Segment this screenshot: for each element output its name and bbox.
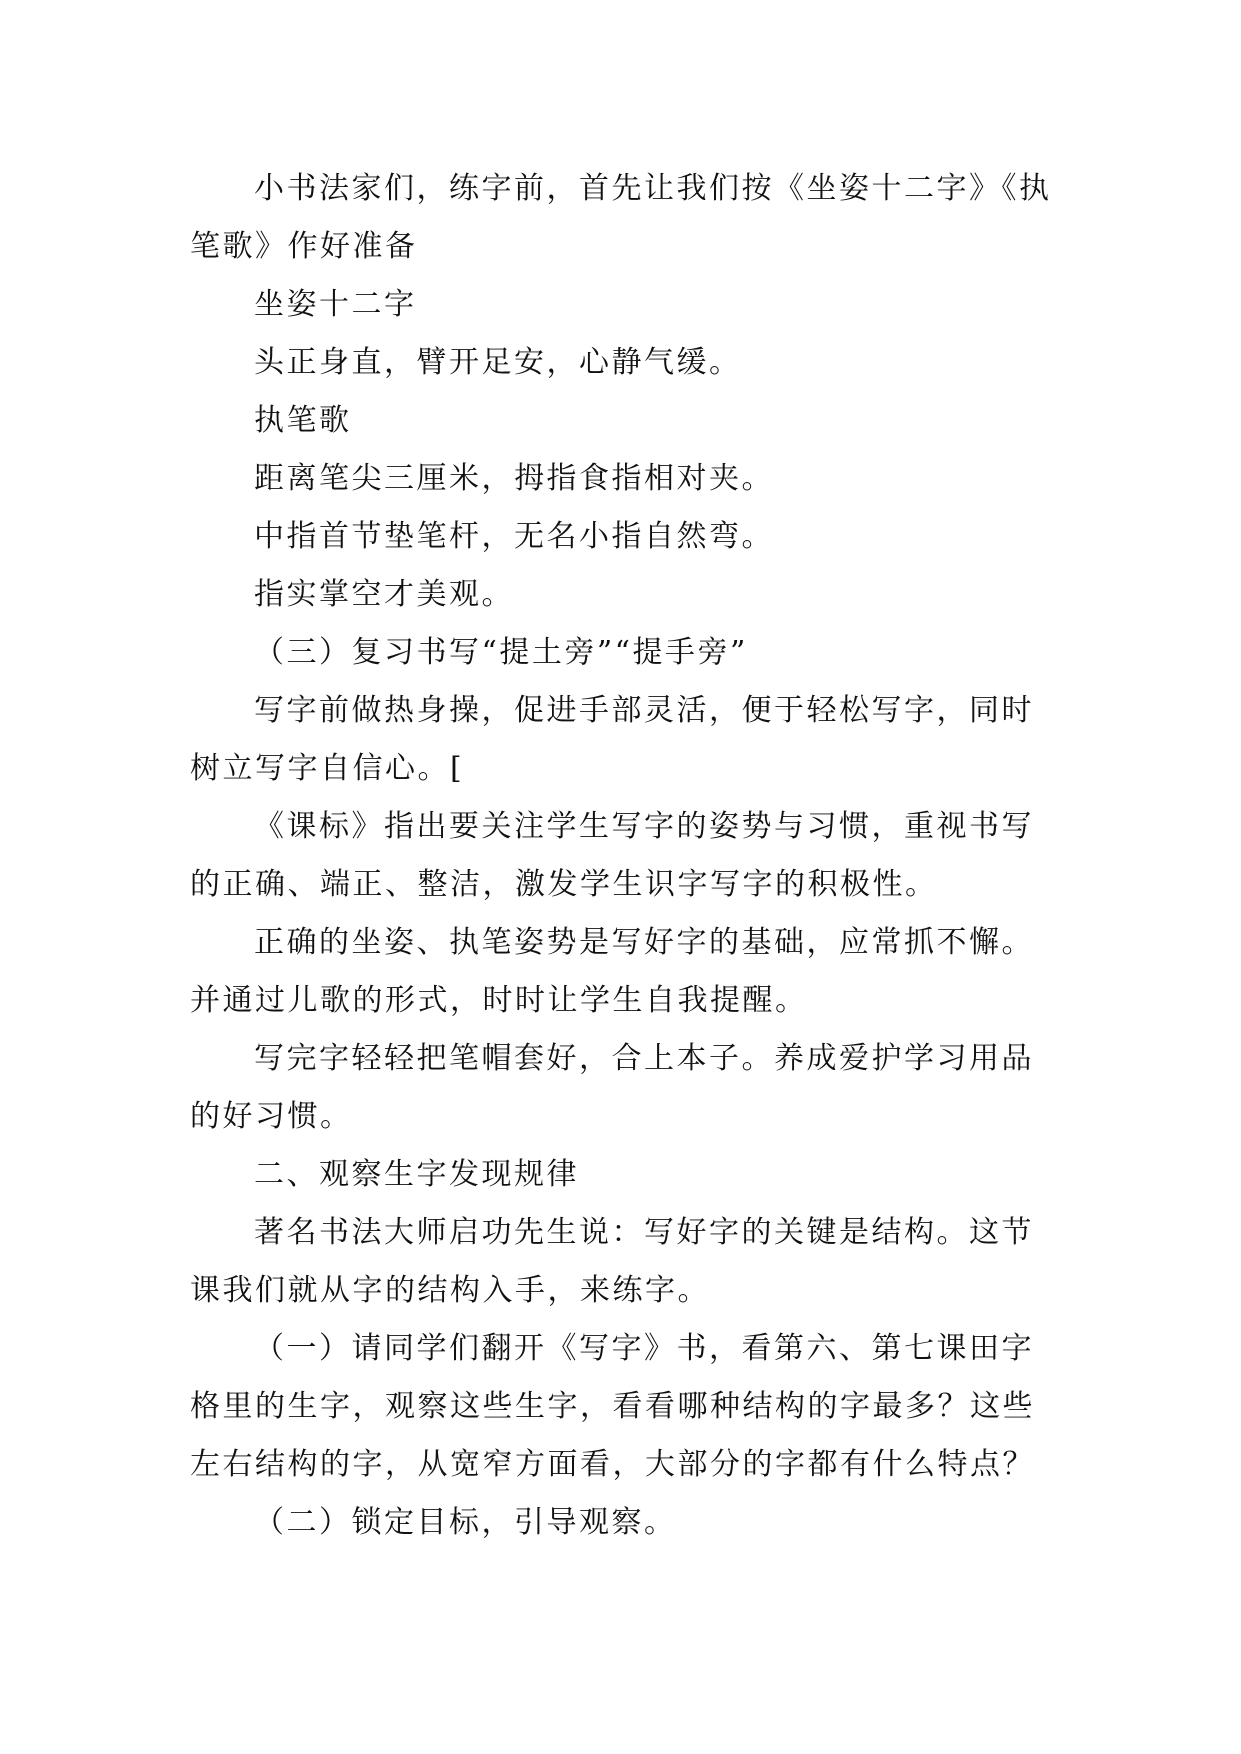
text-line: 小书法家们，练字前，首先让我们按《坐姿十二字》《执: [254, 171, 1052, 206]
text-line: 《课标》指出要关注学生写字的姿势与习惯，重视书写: [254, 809, 1034, 844]
text-line: 左右结构的字，从宽窄方面看，大部分的字都有什么特点？: [190, 1447, 1035, 1482]
text-line: 正确的坐姿、执笔姿势是写好字的基础，应常抓不懈。: [254, 925, 1034, 960]
text-line: 的正确、端正、整洁，激发学生识字写字的积极性。: [190, 867, 938, 902]
text-line: 树立写字自信心。[: [190, 751, 465, 786]
text-line: 写字前做热身操，促进手部灵活，便于轻松写字，同时: [254, 693, 1034, 728]
text-line: 著名书法大师启功先生说：写好字的关键是结构。这节: [254, 1215, 1034, 1250]
section-heading: 执笔歌: [254, 403, 352, 438]
section-heading: 二、观察生字发现规律: [254, 1157, 579, 1192]
text-line: （一）请同学们翻开《写字》书，看第六、第七课田字: [254, 1331, 1034, 1366]
document-body: [190, 160, 1070, 1552]
text-line: 写完字轻轻把笔帽套好，合上本子。养成爱护学习用品: [254, 1041, 1034, 1076]
text-line: 课我们就从字的结构入手，来练字。: [190, 1273, 710, 1308]
text-line: 中指首节垫笔杆，无名小指自然弯。: [254, 519, 774, 554]
text-line: 格里的生字，观察这些生字，看看哪种结构的字最多？这些: [190, 1389, 1035, 1424]
text-line: 笔歌》作好准备: [190, 229, 418, 264]
section-heading: 坐姿十二字: [254, 287, 417, 322]
text-line: 的好习惯。: [190, 1099, 353, 1134]
section-heading: （三）复习书写“提土旁”“提手旁”: [254, 635, 748, 670]
text-line: （二）锁定目标，引导观察。: [254, 1505, 677, 1540]
text-line: 头正身直，臂开足安，心静气缓。: [254, 345, 742, 380]
text-line: 并通过儿歌的形式，时时让学生自我提醒。: [190, 983, 808, 1018]
text-line: 指实掌空才美观。: [254, 577, 514, 612]
text-line: 距离笔尖三厘米，拇指食指相对夹。: [254, 461, 774, 496]
